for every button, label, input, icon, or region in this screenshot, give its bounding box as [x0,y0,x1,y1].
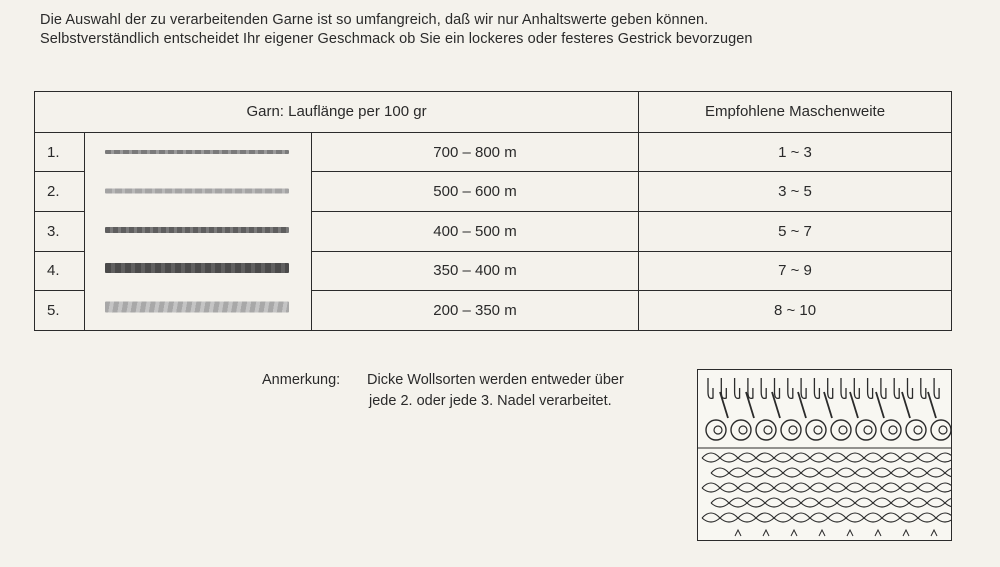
stitch [792,483,810,492]
mesh-size: 1 ~ 3 [639,132,952,172]
stitch-loop [756,420,776,440]
stitch [711,468,729,477]
stitch [882,513,900,522]
stitch [774,513,792,522]
stitch [909,468,927,477]
needle-hook [735,378,740,398]
row-number: 1. [35,132,85,172]
yarn-swatch-column [85,132,312,330]
needle-hook [854,378,859,398]
stitch [702,483,720,492]
stitch-loop [706,420,726,440]
stitch-loop-inner [939,426,947,434]
needle-hook [775,378,780,398]
stitch [918,453,936,462]
note-line-2: jede 2. oder jede 3. Nadel verarbeitet. [369,393,612,409]
needle-marker [791,530,797,536]
stitch [801,468,819,477]
stitch [819,498,837,507]
stitch [756,453,774,462]
stitch [738,483,756,492]
stitch [792,453,810,462]
needle-hook [748,378,753,398]
stitch [783,498,801,507]
stitch [900,513,918,522]
stitch-loop [856,420,876,440]
stitch [711,498,729,507]
stitch [810,513,828,522]
stitch [837,498,855,507]
intro-text [40,11,753,49]
needle-hook [721,378,726,398]
needle-marker [763,530,769,536]
stitch [864,513,882,522]
stitch-loop-inner [739,426,747,434]
stitch [738,453,756,462]
stitch [729,468,747,477]
needle-marker [875,530,881,536]
stitch [900,483,918,492]
yarn-length: 400 – 500 m [312,211,639,251]
stitch [873,468,891,477]
stitch [927,468,945,477]
row-number: 2. [35,172,85,212]
stitch-loop [831,420,851,440]
stitch [774,453,792,462]
stitch-loop-inner [839,426,847,434]
stitch [855,498,873,507]
stitch [801,498,819,507]
needle-shaft [876,392,884,418]
stitch-loop-inner [889,426,897,434]
stitch [792,513,810,522]
needle-hook [801,378,806,398]
stitch-loop-inner [914,426,922,434]
intro-line-1: Die Auswahl der zu verarbeitenden Garne ist so umfangreich, daß wir nur Anhaltswerte geben können. [40,12,709,28]
yarn-sample-3 [105,227,289,233]
needle-hook [708,378,713,398]
stitch [765,468,783,477]
needle-hook [908,378,913,398]
yarn-sample-5 [105,301,289,312]
stitch-loop [781,420,801,440]
header-yarn-length: Garn: Lauflänge per 100 gr [35,92,639,133]
needle-hook [841,378,846,398]
yarn-length: 500 – 600 m [312,172,639,212]
stitch [837,468,855,477]
note-label: Anmerkung: [262,372,341,388]
needle-hook [761,378,766,398]
stitch [720,513,738,522]
needle-shaft [902,392,910,418]
needle-hook [814,378,819,398]
stitch [882,453,900,462]
needle-marker [847,530,853,536]
stitch [936,453,951,462]
stitch-loop-inner [814,426,822,434]
stitch [702,453,720,462]
needle-hook [881,378,886,398]
needle-hook [934,378,939,398]
table-header-row [35,92,952,133]
stitch [828,513,846,522]
stitch [936,513,951,522]
mesh-size: 3 ~ 5 [639,172,952,212]
note-line-1: Dicke Wollsorten werden entweder über [367,372,624,388]
stitch [846,453,864,462]
stitch-loop-inner [714,426,722,434]
knitting-stitch-drawing [698,370,951,540]
stitch-loop [931,420,951,440]
stitch-loop-inner [764,426,772,434]
mesh-size: 7 ~ 9 [639,251,952,291]
stitch [765,498,783,507]
yarn-length: 350 – 400 m [312,251,639,291]
stitch [720,483,738,492]
yarn-length: 700 – 800 m [312,132,639,172]
yarn-length: 200 – 350 m [312,291,639,331]
needle-marker [903,530,909,536]
needle-hook [828,378,833,398]
yarn-sample-4 [105,263,289,273]
stitch [846,483,864,492]
table-row [35,132,952,172]
stitch [864,453,882,462]
stitch [819,468,837,477]
needle-marker [931,530,937,536]
stitch [864,483,882,492]
stitch [846,513,864,522]
stitch [918,513,936,522]
needle-hook [894,378,899,398]
stitch [828,483,846,492]
stitch [747,498,765,507]
stitch-loop [906,420,926,440]
stitch [873,498,891,507]
stitch [738,513,756,522]
stitch-loop-inner [864,426,872,434]
stitch [900,453,918,462]
stitch [810,453,828,462]
stitch [909,498,927,507]
mesh-size: 5 ~ 7 [639,211,952,251]
stitch-loop [731,420,751,440]
needle-shaft [850,392,858,418]
needle-hook [868,378,873,398]
row-number: 5. [35,291,85,331]
row-number: 4. [35,251,85,291]
row-number: 3. [35,211,85,251]
stitch [756,513,774,522]
stitch [702,513,720,522]
stitch [720,453,738,462]
stitch [918,483,936,492]
stitch [936,483,951,492]
stitch-loop [881,420,901,440]
stitch-loop [806,420,826,440]
stitch [774,483,792,492]
yarn-sample-2 [105,188,289,193]
stitch [882,483,900,492]
intro-line-2: Selbstverständlich entscheidet Ihr eigener Geschmack ob Sie ein lockeres oder festeres Gestrick bevorzugen [40,31,753,47]
yarn-table [34,91,952,331]
header-mesh-size: Empfohlene Maschenweite [639,92,952,133]
stitch-loop-inner [789,426,797,434]
stitch [783,468,801,477]
stitch [747,468,765,477]
stitch [828,453,846,462]
needle-marker [819,530,825,536]
stitch [756,483,774,492]
stitch [945,468,951,477]
needle-hook [921,378,926,398]
stitch [810,483,828,492]
needle-marker [735,530,741,536]
stitch [891,468,909,477]
stitch [729,498,747,507]
knitting-needles-illustration [697,369,952,541]
needle-shaft [772,392,780,418]
mesh-size: 8 ~ 10 [639,291,952,331]
stitch [855,468,873,477]
stitch [945,498,951,507]
yarn-sample-1 [105,150,289,154]
note [262,370,624,412]
needle-hook [788,378,793,398]
stitch [927,498,945,507]
stitch [891,498,909,507]
